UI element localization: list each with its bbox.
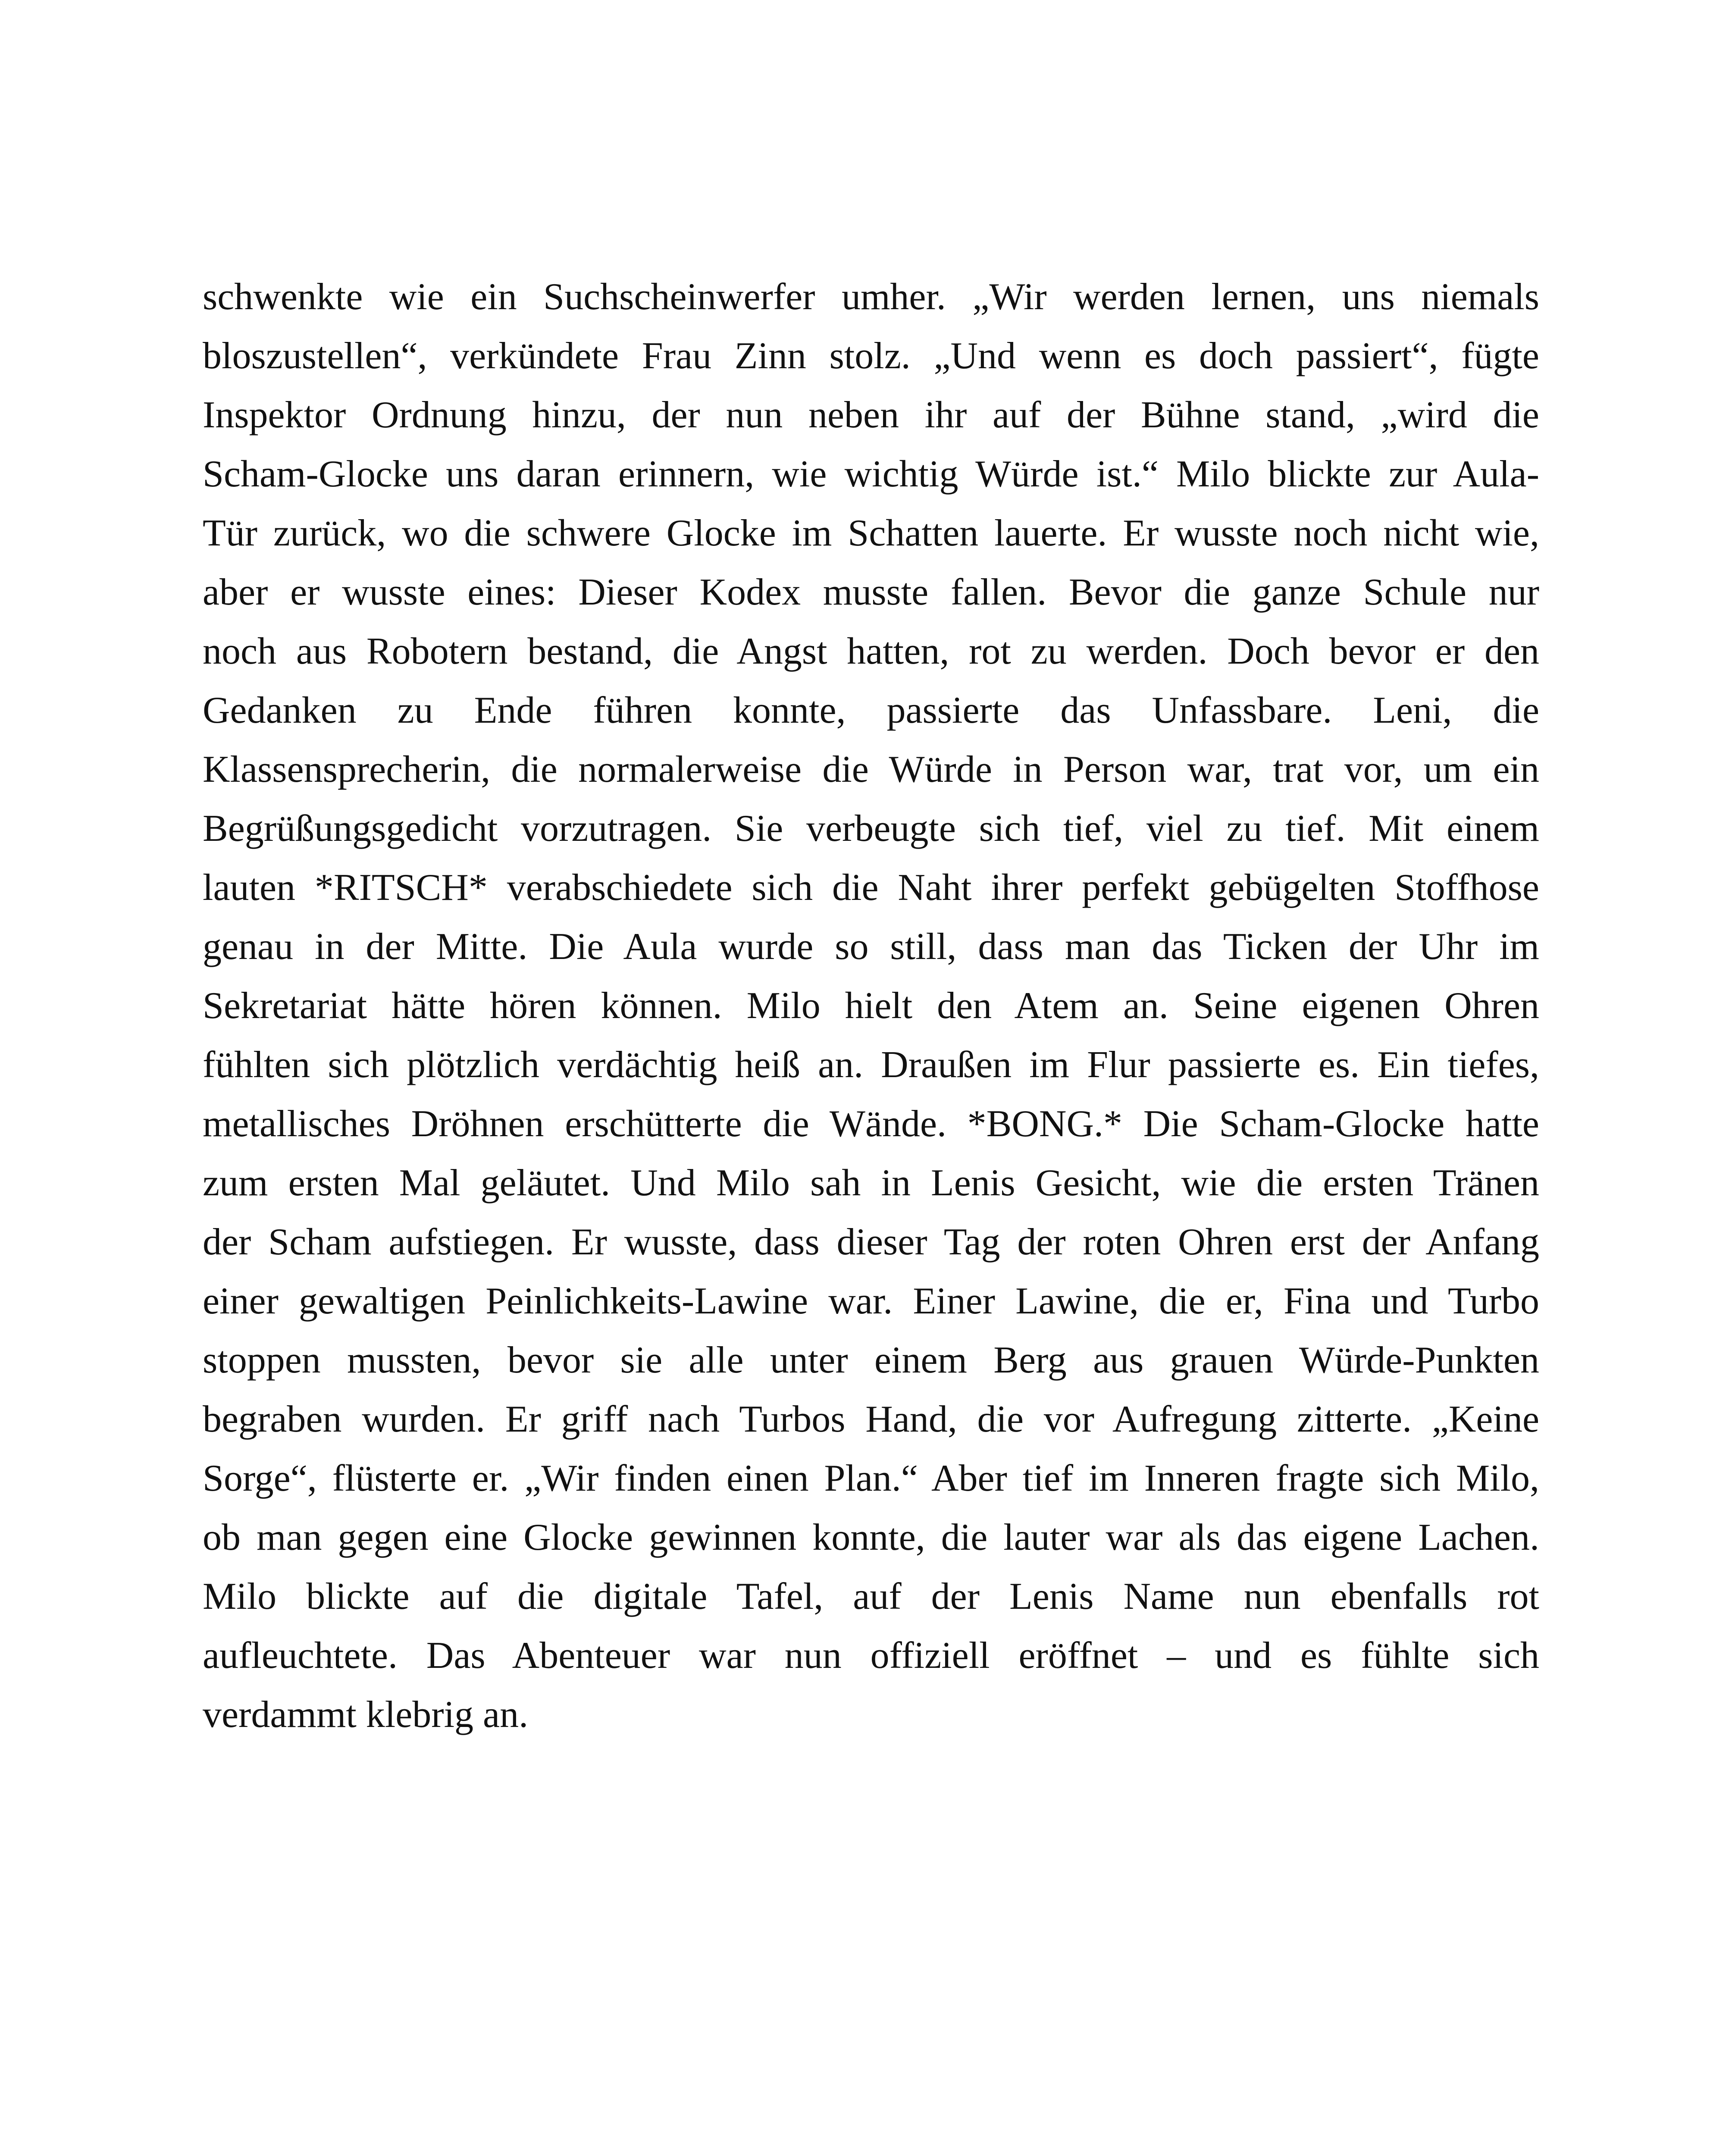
- text-line: Begrüßungsgedicht vorzutragen. Sie verbeugte sich tief, viel zu tief. Mit einem: [203, 808, 1539, 849]
- text-line: begraben wurden. Er griff nach Turbos Hand, die vor Aufregung zitterte. „Keine: [203, 1398, 1539, 1440]
- body-text: [203, 267, 1539, 1744]
- text-line: noch aus Robotern bestand, die Angst hatten, rot zu werden. Doch bevor er den: [203, 630, 1539, 672]
- text-line: bloszustellen“, verkündete Frau Zinn stolz. „Und wenn es doch passiert“, fügte: [203, 335, 1539, 377]
- text-line: stoppen mussten, bevor sie alle unter einem Berg aus grauen Würde-Punkten: [203, 1339, 1539, 1381]
- text-line: Gedanken zu Ende führen konnte, passierte das Unfassbare. Leni, die: [203, 689, 1539, 731]
- text-line: einer gewaltigen Peinlichkeits-Lawine war. Einer Lawine, die er, Fina und Turbo: [203, 1280, 1539, 1322]
- text-line: Scham-Glocke uns daran erinnern, wie wichtig Würde ist.“ Milo blickte zur Aula-: [203, 453, 1539, 495]
- text-line: Sekretariat hätte hören können. Milo hielt den Atem an. Seine eigenen Ohren: [203, 985, 1539, 1027]
- text-line: Klassensprecherin, die normalerweise die Würde in Person war, trat vor, um ein: [203, 749, 1539, 790]
- text-line: aufleuchtete. Das Abenteuer war nun offiziell eröffnet – und es fühlte sich: [203, 1635, 1539, 1677]
- text-line: der Scham aufstiegen. Er wusste, dass dieser Tag der roten Ohren erst der Anfang: [203, 1221, 1539, 1263]
- text-line: zum ersten Mal geläutet. Und Milo sah in Lenis Gesicht, wie die ersten Tränen: [203, 1162, 1539, 1204]
- text-line: metallisches Dröhnen erschütterte die Wände. *BONG.* Die Scham-Glocke hatte: [203, 1103, 1539, 1145]
- text-line: verdammt klebrig an.: [203, 1694, 529, 1736]
- text-line: lauten *RITSCH* verabschiedete sich die Naht ihrer perfekt gebügelten Stoffhose: [203, 867, 1539, 909]
- text-line: fühlten sich plötzlich verdächtig heiß an. Draußen im Flur passierte es. Ein tiefes,: [203, 1044, 1539, 1086]
- text-line: Inspektor Ordnung hinzu, der nun neben ihr auf der Bühne stand, „wird die: [203, 394, 1539, 436]
- text-line: ob man gegen eine Glocke gewinnen konnte, die lauter war als das eigene Lachen.: [203, 1517, 1539, 1558]
- text-line: genau in der Mitte. Die Aula wurde so still, dass man das Ticken der Uhr im: [203, 926, 1539, 968]
- text-line: aber er wusste eines: Dieser Kodex musste fallen. Bevor die ganze Schule nur: [203, 571, 1539, 613]
- text-line: Sorge“, flüsterte er. „Wir finden einen Plan.“ Aber tief im Inneren fragte sich Milo,: [203, 1457, 1539, 1499]
- text-line: schwenkte wie ein Suchscheinwerfer umher. „Wir werden lernen, uns niemals: [203, 276, 1539, 318]
- text-line: Milo blickte auf die digitale Tafel, auf der Lenis Name nun ebenfalls rot: [203, 1576, 1539, 1617]
- text-line: Tür zurück, wo die schwere Glocke im Schatten lauerte. Er wusste noch nicht wie,: [203, 512, 1539, 554]
